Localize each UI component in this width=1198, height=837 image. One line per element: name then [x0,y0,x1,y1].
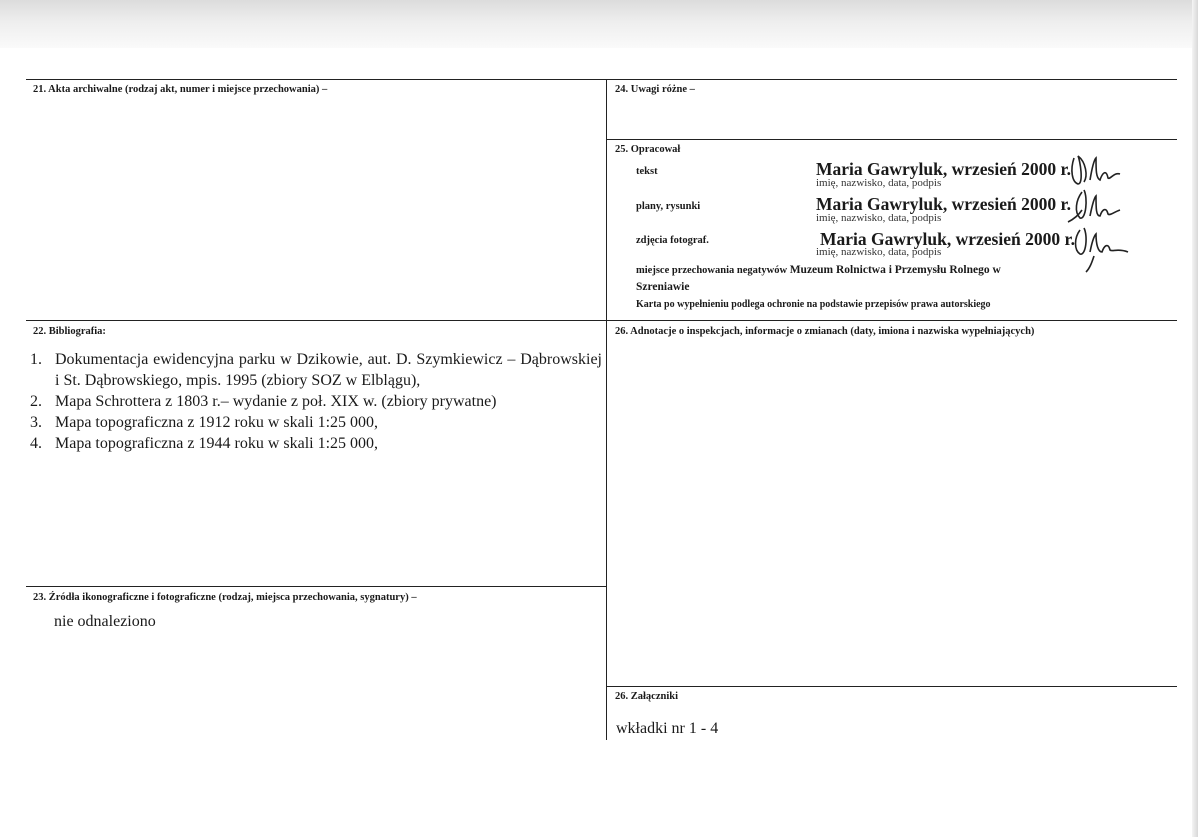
form-center-divider [606,79,607,740]
author-caption-photos: imię, nazwisko, data, podpis [816,246,942,258]
divider-24-25 [607,139,1177,140]
list-item-number: 1. [30,351,42,368]
author-caption-plans: imię, nazwisko, data, podpis [816,212,942,224]
signature-1 [1066,150,1126,190]
author-name-text: Maria Gawryluk, wrzesień 2000 r. [816,159,1072,179]
section-23-label: 23. Źródła ikonograficzne i fotograficzne (rodzaj, miejsca przechowania, sygnatury) – [33,592,417,603]
negatives-label: miejsce przechowania negatywów [636,265,788,276]
negatives-value-line1: Muzeum Rolnictwa i Przemysłu Rolnego w [789,264,1001,276]
negatives-value-line2: Szreniawie [636,281,690,293]
negatives-storage [636,262,1096,296]
divider-22-23 [26,586,607,587]
author-name-plans: Maria Gawryluk, wrzesień 2000 r. [816,194,1072,214]
author-name-photos: Maria Gawryluk, wrzesień 2000 r. [820,229,1076,249]
section-25-label: 25. Opracował [615,144,681,155]
divider-26-attachments [607,686,1177,687]
form-top-border [26,79,1177,80]
list-item-number: 3. [30,414,42,431]
list-item-text: Mapa Schrottera z 1803 r.– wydanie z poł. XIX w. (zbiory prywatne) [55,393,497,410]
author-role-text: tekst [636,166,658,177]
author-role-photos: zdjęcia fotograf. [636,235,709,246]
scan-shadow-top [0,0,1198,48]
scan-shadow-right [1192,0,1198,837]
list-item [30,412,602,433]
copyright-note: Karta po wypełnieniu podlega ochronie na podstawie przepisów prawa autorskiego [636,299,991,310]
author-role-plans: plany, rysunki [636,201,701,212]
list-item [30,391,602,412]
section-26-attachments-value: wkładki nr 1 - 4 [616,720,719,737]
section-21-label: 21. Akta archiwalne (rodzaj akt, numer i miejsce przechowania) – [33,84,328,95]
section-23-value: nie odnaleziono [54,613,156,630]
list-item-number: 4. [30,435,42,452]
divider-21-22 [26,320,1177,321]
section-24-label: 24. Uwagi różne – [615,84,695,95]
bibliography-list [30,349,602,454]
list-item [30,433,602,454]
list-item-text: Mapa topograficzna z 1912 roku w skali 1:25 000, [55,414,379,431]
list-item-number: 2. [30,393,42,410]
list-item-text: Dokumentacja ewidencyjna parku w Dzikowie, aut. D. Szymkiewicz – Dąbrowskiej i St. Dąbrowskiego, mpis. 1995 (zbiory SOZ w Elblągu), [55,351,602,389]
section-26-annotations-label: 26. Adnotacje o inspekcjach, informacje o zmianach (daty, imiona i nazwiska wypełniających) [615,326,1035,337]
author-caption-text: imię, nazwisko, data, podpis [816,177,942,189]
list-item [30,349,602,391]
section-26-attachments-label: 26. Załączniki [615,691,679,702]
section-22-label: 22. Bibliografia: [33,326,106,337]
signature-2 [1064,186,1124,226]
list-item-text: Mapa topograficzna z 1944 roku w skali 1:25 000, [55,435,379,452]
